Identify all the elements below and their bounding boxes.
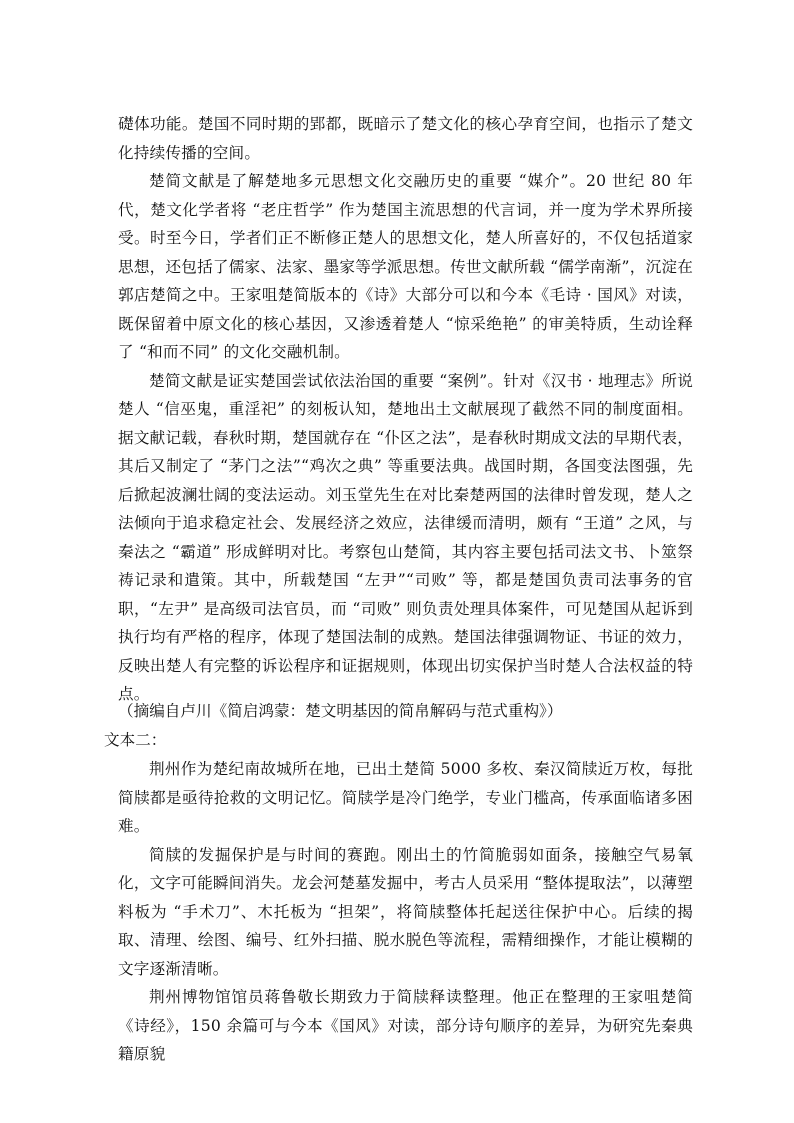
paragraph-6: 荆州博物馆馆员蒋鲁敬长期致力于简牍释读整理。他正在整理的王家咀楚简《诗经》，150 余篇可与今本《国风》对读，部分诗句顺序的差异，为研究先秦典籍原貌 xyxy=(118,988,693,1063)
source-and-heading xyxy=(104,697,704,754)
text-two xyxy=(118,755,693,1069)
paragraph-2: 楚简文献是了解楚地多元思想文化交融历史的重要 “媒介”。20 世纪 80 年代，楚文化学者将 “老庄哲学” 作为楚国主流思想的代言词，并一度为学术界所接受。时至今日，学者们正不断修正楚人的思想文化，楚人所喜好的，不仅包括道家思想，还包括了儒家、法家、墨家等学派思想。传世文献所载 “儒学南渐”，沉淀在郭店楚简之中。王家咀楚简版本的《诗》大部分可以和今本《毛诗 · 国风》对读，既保留着中原文化的核心基因，又渗透着楚人 “惊采绝艳” 的审美特质，生动诠释了 “和而不同” 的文化交融机制。 xyxy=(118,172,693,361)
paragraph-3: 楚简文献是证实楚国尝试依法治国的重要 “案例”。针对《汉书 · 地理志》所说楚人 “信巫鬼，重淫祀” 的刻板认知，楚地出土文献展现了截然不同的制度面相。据文献记载，春秋时期，楚国就存在 “仆区之法”，是春秋时期成文法的早期代表，其后又制定了 “茅门之法”“鸡次之典” 等重要法典。战国时期，各国变法图强，先后掀起波澜壮阔的变法运动。刘玉堂先生在对比秦楚两国的法律时曾发现，楚人之法倾向于追求稳定社会、发展经济之效应，法律缓而清明，颇有 “王道” 之风，与秦法之 “霸道” 形成鲜明对比。考察包山楚简，其内容主要包括司法文书、卜筮祭祷记录和遣策。其中，所载楚国 “左尹”“司败” 等，都是楚国负责司法事务的官职，“左尹” 是高级司法官员，而 “司败” 则负责处理具体案件，可见楚国从起诉到执行均有严格的程序，体现了楚国法制的成熟。楚国法律强调物证、书证的效力，反映出楚人有完整的诉讼程序和证据规则，体现出切实保护当时楚人合法权益的特点。 xyxy=(118,371,693,703)
paragraph-5: 简牍的发掘保护是与时间的赛跑。刚出土的竹简脆弱如面条，接触空气易氧化，文字可能瞬间消失。龙会河楚墓发掘中，考古人员采用 “整体提取法”，以薄塑料板为 “手术刀”、木托板为 “担架”，将简牍整体托起送往保护中心。后续的揭取、清理、绘图、编号、红外扫描、脱水脱色等流程，需精细操作，才能让模糊的文字逐渐清晰。 xyxy=(118,845,693,978)
section-heading-text-two: 文本二： xyxy=(104,730,167,749)
paragraph-1: 礎体功能。楚国不同时期的郢都，既暗示了楚文化的核心孕育空间，也指示了楚文化持续传播的空间。 xyxy=(118,115,693,162)
paragraph-4: 荆州作为楚纪南故城所在地，已出土楚简 5000 多枚、秦汉简牍近万枚，每批简牍都是亟待抢救的文明记忆。简牍学是冷门绝学，专业门槛高，传承面临诸多困难。 xyxy=(118,760,693,835)
text-one-continued xyxy=(118,110,693,709)
source-citation: （摘编自卢川《简启鸿蒙：楚文明基因的简帛解码与范式重构》） xyxy=(118,702,563,720)
